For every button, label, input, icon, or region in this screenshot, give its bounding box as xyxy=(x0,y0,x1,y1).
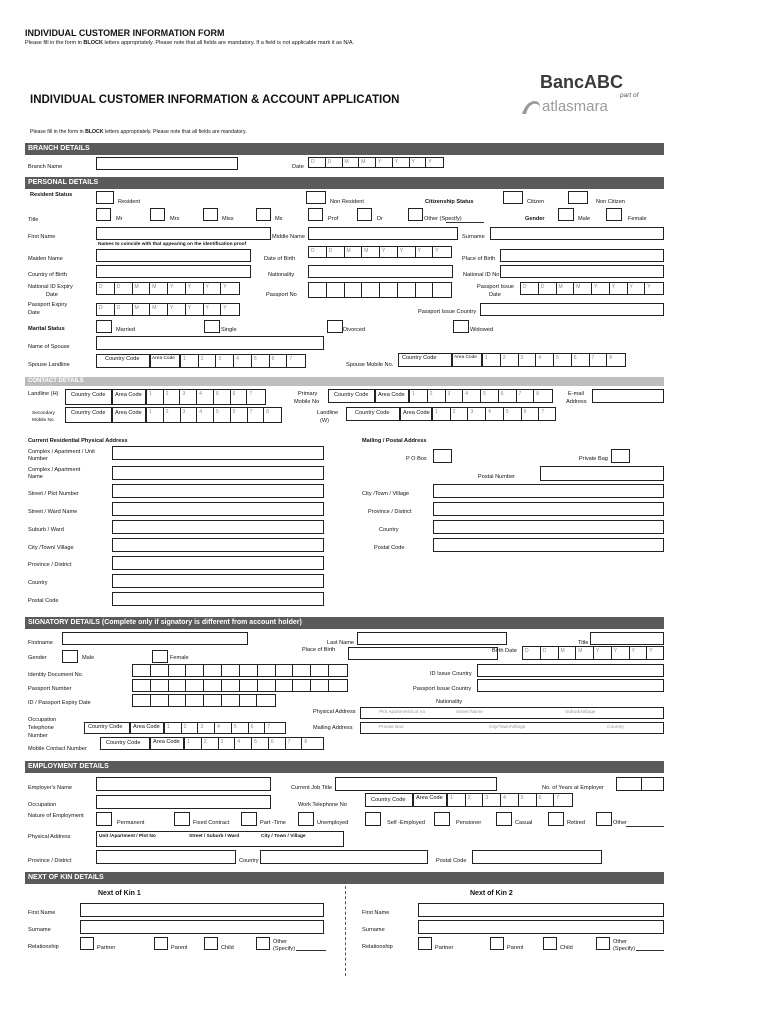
landline-h-label: Landline (H) xyxy=(28,391,59,397)
title-mrs-label: Mrs xyxy=(170,216,180,222)
signatory-occupation-label: Occupation xyxy=(28,717,57,723)
years-at-employer-label: No. of Years at Employer xyxy=(542,785,604,791)
unemployed-checkbox[interactable] xyxy=(298,812,314,826)
part-time-checkbox[interactable] xyxy=(241,812,257,826)
complex-unit-input[interactable] xyxy=(112,446,324,460)
widowed-checkbox[interactable] xyxy=(453,320,469,333)
first-name-input[interactable] xyxy=(96,227,271,240)
casual-label: Casual xyxy=(515,820,533,826)
work-tel-area-code[interactable]: Area Code xyxy=(413,793,447,807)
spouse-landline-area-code[interactable]: Area Code xyxy=(150,354,180,368)
place-of-birth-label: Place of Birth xyxy=(462,256,496,262)
kin1-other-label: Other xyxy=(273,939,287,945)
signatory-birth-date-label: Birth Date xyxy=(492,648,517,654)
signatory-lastname-label: Last Name xyxy=(327,640,355,646)
resident-status-label: Resident Status xyxy=(30,192,73,198)
current-postal-code-label: Postal Code xyxy=(28,598,59,604)
signatory-mailing-address-label: Mailing Address xyxy=(313,725,353,731)
atlas-figure-icon xyxy=(520,98,542,116)
kin2-other-checkbox[interactable] xyxy=(596,937,610,950)
signatory-gender-label: Gender xyxy=(28,655,47,661)
gender-female-label: Female xyxy=(628,216,647,222)
mailing-province-label: Province / District xyxy=(368,509,412,515)
national-id-label: National ID No xyxy=(463,272,500,278)
country-of-birth-input[interactable] xyxy=(96,265,251,278)
landline-h-country-code[interactable]: Country Code xyxy=(65,389,112,405)
citizen-label: Citizen xyxy=(527,199,545,205)
title-dr-checkbox[interactable] xyxy=(357,208,372,221)
secondary-mobile-label-2: Mobile No xyxy=(32,418,54,423)
resident-checkbox[interactable] xyxy=(96,191,114,204)
signatory-mobile-number[interactable]: 1 2 3 4 5 6 7 8 xyxy=(184,737,324,750)
national-id-expiry-label-2: Date xyxy=(46,292,58,298)
signatory-mailing-address-input[interactable]: Private Box City/Town/Village Country xyxy=(360,722,664,734)
national-id-input[interactable] xyxy=(500,265,664,278)
mailing-postal-code-label: Postal Code xyxy=(374,545,405,551)
signatory-telephone-label-2: Number xyxy=(28,733,48,739)
postal-number-input[interactable] xyxy=(540,466,664,481)
married-checkbox[interactable] xyxy=(96,320,112,333)
secondary-mobile-area-code[interactable]: Area Code xyxy=(112,407,146,423)
complex-unit-label: Complex / Apartment / Unit xyxy=(28,449,95,455)
work-telephone-label: Work Telephone No xyxy=(298,802,347,808)
job-title-label: Current Job Title xyxy=(291,785,333,791)
spouse-mobile-number[interactable]: 1 2 3 4 5 6 7 8 xyxy=(482,353,626,367)
complex-name-label: Complex / Apartment xyxy=(28,467,81,473)
kin1-partner-checkbox[interactable] xyxy=(80,937,94,950)
passport-issue-label: Passport Issue xyxy=(477,284,514,290)
street-plot-label: Street / Plot Number xyxy=(28,491,79,497)
fixed-contract-label: Fixed Contract xyxy=(193,820,230,826)
current-province-input[interactable] xyxy=(112,556,324,570)
signatory-expiry-input[interactable] xyxy=(132,694,276,707)
title-prof-label: Prof xyxy=(328,216,339,222)
signatory-title-label: Title xyxy=(578,640,589,646)
application-title: INDIVIDUAL CUSTOMER INFORMATION & ACCOUNT APPLICATION xyxy=(30,94,400,106)
kin1-first-name-input[interactable] xyxy=(80,903,324,917)
title-ms-label: Ms xyxy=(275,216,283,222)
kin1-other-label-2: (Specify) xyxy=(273,946,296,952)
landline-w-area-code[interactable]: Area Code xyxy=(400,407,432,421)
title-mr-checkbox[interactable] xyxy=(96,208,111,221)
private-bag-label: Private Bag xyxy=(579,456,608,462)
spouse-landline-number[interactable]: 1 2 3 4 5 6 7 xyxy=(180,354,306,368)
surname-label: Surname xyxy=(462,234,485,240)
branch-details-header: BRANCH DETAILS xyxy=(25,143,664,155)
signatory-firstname-label: Firstname xyxy=(28,640,53,646)
landline-w-label-2: (W) xyxy=(320,418,330,424)
signatory-mobile-country-code[interactable]: Country Code xyxy=(100,737,150,750)
secondary-mobile-number[interactable]: 1 2 3 4 5 6 7 8 xyxy=(146,407,282,423)
kin2-partner-checkbox[interactable] xyxy=(418,937,432,950)
kin2-heading: Next of Kin 2 xyxy=(470,890,513,897)
signatory-firstname-input[interactable] xyxy=(62,632,248,645)
signatory-passport-issue-country-label: Passport Issue Country xyxy=(413,686,472,692)
employment-province-input[interactable] xyxy=(96,850,236,864)
spouse-mobile-area-code[interactable]: Area Code xyxy=(452,353,482,367)
unemployed-label: Unemployed xyxy=(317,820,349,826)
secondary-mobile-country-code[interactable]: Country Code xyxy=(65,407,112,423)
spouse-mobile-label: Spouse Mobile No. xyxy=(346,362,394,368)
mailing-country-input[interactable] xyxy=(433,520,664,534)
spouse-landline-country-code[interactable]: Country Code xyxy=(96,354,150,368)
employer-name-input[interactable] xyxy=(96,777,271,791)
title-label: Title xyxy=(28,217,39,223)
kin-divider xyxy=(345,886,346,976)
citizenship-status-label: Citizenship Status xyxy=(425,199,474,205)
pensioner-checkbox[interactable] xyxy=(434,812,450,826)
application-instructions: Please fill in the form in BLOCK letters appropriately. Please note that all fields are mandatory. xyxy=(30,129,247,135)
name-of-spouse-label: Name of Spouse xyxy=(28,344,70,350)
logo-group: atlasmara xyxy=(542,98,608,115)
kin1-first-name-label: First Name xyxy=(28,910,56,916)
date-of-birth-input[interactable]: D D M M Y Y Y Y xyxy=(308,246,452,258)
signatory-telephone-number[interactable]: 1 2 3 4 5 6 7 xyxy=(164,722,286,734)
primary-mobile-number[interactable]: 1 2 3 4 5 6 7 8 xyxy=(409,389,553,403)
signatory-birth-date-input[interactable]: D D M M Y Y Y Y xyxy=(522,646,664,660)
landline-w-label: Landline xyxy=(317,410,339,416)
landline-h-area-code[interactable]: Area Code xyxy=(112,389,146,405)
employment-address-input[interactable]: Unit /Apartment / Plot No Street / Suburb / Ward City / Town / Village xyxy=(96,831,344,847)
non-citizen-label: Non Citizen xyxy=(596,199,625,205)
landline-w-number[interactable]: 1 2 3 4 5 6 7 xyxy=(432,407,556,421)
current-city-label: City /Town/ Village xyxy=(28,545,74,551)
kin2-other-line[interactable] xyxy=(636,950,664,951)
kin1-parent-checkbox[interactable] xyxy=(154,937,168,950)
signatory-mobile-area-code[interactable]: Area Code xyxy=(150,737,184,750)
gender-male-label: Male xyxy=(578,216,591,222)
citizen-checkbox[interactable] xyxy=(503,191,523,204)
employment-postal-code-label: Postal Code xyxy=(436,858,467,864)
signatory-lastname-input[interactable] xyxy=(357,632,507,645)
passport-expiry-input[interactable]: D D M M Y Y Y Y xyxy=(96,303,240,316)
casual-checkbox[interactable] xyxy=(496,812,512,826)
kin1-child-checkbox[interactable] xyxy=(204,937,218,950)
employment-country-input[interactable] xyxy=(260,850,428,864)
kin1-partner-label: Partner xyxy=(97,945,116,951)
logo-brand: BancABC xyxy=(540,72,624,92)
marital-status-label: Marital Status xyxy=(28,326,65,332)
signatory-passport-issue-country-input[interactable] xyxy=(477,679,664,692)
primary-mobile-area-code[interactable]: Area Code xyxy=(375,389,409,403)
street-plot-input[interactable] xyxy=(112,484,324,498)
street-ward-input[interactable] xyxy=(112,502,324,516)
mailing-province-input[interactable] xyxy=(433,502,664,516)
kin2-other-label: Other xyxy=(613,939,627,945)
passport-issue-date-input[interactable]: D D M M Y Y Y Y xyxy=(520,282,664,295)
signatory-telephone-label: Telephone xyxy=(28,725,54,731)
kin2-first-name-label: First Name xyxy=(362,910,390,916)
suburb-ward-label: Suburb / Ward xyxy=(28,527,64,533)
signatory-male-checkbox[interactable] xyxy=(62,650,78,663)
single-checkbox[interactable] xyxy=(204,320,220,333)
employment-postal-code-input[interactable] xyxy=(472,850,602,864)
employment-country-label: Country xyxy=(239,858,259,864)
postal-number-label: Postal Number xyxy=(478,474,515,480)
complex-unit-label-2: Number xyxy=(28,456,48,462)
current-city-input[interactable] xyxy=(112,538,324,552)
maiden-name-label: Maiden Name xyxy=(28,256,63,262)
kin1-surname-label: Surname xyxy=(28,927,51,933)
name-of-spouse-input[interactable] xyxy=(96,336,324,350)
maiden-name-input[interactable] xyxy=(96,249,251,262)
kin1-heading: Next of Kin 1 xyxy=(98,890,141,897)
nationality-label: Nationality xyxy=(268,272,295,278)
nature-of-employment-label: Nature of Employment xyxy=(28,813,84,819)
date-input[interactable]: D D M M Y Y Y Y xyxy=(308,157,444,168)
work-tel-number[interactable]: 1 2 3 4 5 6 7 xyxy=(447,793,573,807)
form-title: INDIVIDUAL CUSTOMER INFORMATION FORM xyxy=(25,28,225,38)
title-prof-checkbox[interactable] xyxy=(308,208,323,221)
signatory-mobile-label: Mobile Contact Number xyxy=(28,746,87,752)
current-country-input[interactable] xyxy=(112,574,324,588)
signatory-id-issue-country-label: ID Issue Country xyxy=(430,671,472,677)
current-country-label: Country xyxy=(28,580,48,586)
complex-name-label-2: Name xyxy=(28,474,43,480)
signatory-expiry-label: ID / Passport Expiry Date xyxy=(28,700,91,706)
self-employed-checkbox[interactable] xyxy=(365,812,381,826)
po-box-label: P O Box xyxy=(406,456,427,462)
place-of-birth-input[interactable] xyxy=(500,249,664,262)
primary-mobile-label-2: Mobile No xyxy=(294,399,320,405)
married-label: Married xyxy=(116,327,135,333)
kin1-surname-input[interactable] xyxy=(80,920,324,934)
single-label: Single xyxy=(221,327,237,333)
widowed-label: Widowed xyxy=(470,327,494,333)
part-time-label: Part -Time xyxy=(260,820,286,826)
street-ward-label: Street / Ward Name xyxy=(28,509,78,515)
title-mrs-checkbox[interactable] xyxy=(150,208,165,221)
employment-occupation-input[interactable] xyxy=(96,795,271,809)
form-instructions: Please fill in the form in BLOCK letters appropriately. Please note that all fields are mandatory. If a field is not applicable mark it as N/A. xyxy=(25,40,355,46)
current-postal-code-input[interactable] xyxy=(112,592,324,606)
next-of-kin-header: NEXT OF KIN DETAILS xyxy=(25,872,664,884)
other-employment-label: Other xyxy=(613,820,627,826)
email-label: E-mail xyxy=(568,391,584,397)
contact-details-header: CONTACT DETAILS xyxy=(25,377,664,386)
kin2-surname-label: Surname xyxy=(362,927,385,933)
non-resident-label: Non Resident xyxy=(330,199,364,205)
passport-issue-country-input[interactable] xyxy=(480,303,664,316)
nationality-input[interactable] xyxy=(308,265,453,278)
divorced-checkbox[interactable] xyxy=(327,320,343,333)
private-bag-checkbox[interactable] xyxy=(611,449,630,463)
kin1-parent-label: Parent xyxy=(171,945,188,951)
branch-name-input[interactable] xyxy=(96,157,238,170)
spouse-mobile-country-code[interactable]: Country Code xyxy=(398,353,452,367)
passport-no-label: Passport No xyxy=(266,292,297,298)
signatory-nationality-label: Nationality xyxy=(436,699,463,705)
primary-mobile-label: Primary xyxy=(298,391,318,397)
title-other-checkbox[interactable] xyxy=(408,208,423,221)
suburb-ward-input[interactable] xyxy=(112,520,324,534)
title-miss-checkbox[interactable] xyxy=(203,208,218,221)
title-miss-label: Miss xyxy=(222,216,234,222)
retired-checkbox[interactable] xyxy=(548,812,564,826)
signatory-telephone-country-code[interactable]: Country Code xyxy=(84,722,130,734)
signatory-female-label: Female xyxy=(170,655,189,661)
passport-no-input[interactable] xyxy=(308,282,452,298)
other-employment-line[interactable] xyxy=(626,826,664,827)
complex-name-input[interactable] xyxy=(112,466,324,480)
logo-part-of: part of xyxy=(620,92,639,99)
work-tel-country-code[interactable]: Country Code xyxy=(365,793,413,807)
title-ms-checkbox[interactable] xyxy=(256,208,271,221)
passport-issue-label-2: Date xyxy=(489,292,501,298)
passport-expiry-label-2: Date xyxy=(28,310,40,316)
personal-details-header: PERSONAL DETAILS xyxy=(25,177,664,189)
secondary-mobile-label: Secondary xyxy=(32,411,55,416)
signatory-place-of-birth-label: Place of Birth xyxy=(302,647,336,653)
self-employed-label: Self -Employed xyxy=(387,820,425,826)
kin2-partner-label: Partner xyxy=(435,945,454,951)
landline-h-number[interactable]: 1 2 3 4 5 6 7 xyxy=(146,389,266,405)
kin1-other-checkbox[interactable] xyxy=(256,937,270,950)
employment-province-label: Province / District xyxy=(28,858,72,864)
non-resident-checkbox[interactable] xyxy=(306,191,326,204)
signatory-female-checkbox[interactable] xyxy=(152,650,168,663)
email-input[interactable] xyxy=(592,389,664,403)
signatory-male-label: Male xyxy=(82,655,95,661)
title-other-line[interactable] xyxy=(446,222,484,223)
employment-details-header: EMPLOYMENT DETAILS xyxy=(25,761,664,773)
employer-name-label: Employer's Name xyxy=(28,785,72,791)
kin2-child-checkbox[interactable] xyxy=(543,937,557,950)
signatory-physical-address-label: Physical Address xyxy=(313,709,356,715)
title-other-label: Other (Specify) xyxy=(424,216,462,222)
signatory-passport-number-label: Passport Number xyxy=(28,686,72,692)
kin2-other-label-2: (Specify) xyxy=(613,946,636,952)
landline-w-country-code[interactable]: Country Code xyxy=(346,407,400,421)
signatory-details-header: SIGNATORY DETAILS (Complete only if signatory is different from account holder) xyxy=(25,617,664,629)
kin2-parent-checkbox[interactable] xyxy=(490,937,504,950)
email-label-2: Address xyxy=(566,399,587,405)
signatory-title-input[interactable] xyxy=(590,632,664,645)
passport-issue-country-label: Passport Issue Country xyxy=(418,309,477,315)
bancabc-logo xyxy=(520,72,670,122)
primary-mobile-country-code[interactable]: Country Code xyxy=(328,389,375,403)
first-name-label: First Name xyxy=(28,234,56,240)
signatory-passport-number-input[interactable] xyxy=(132,679,348,692)
current-province-label: Province / District xyxy=(28,562,72,568)
signatory-telephone-area-code[interactable]: Area Code xyxy=(130,722,164,734)
spouse-landline-label: Spouse Landline xyxy=(28,362,70,368)
mailing-country-label: Country xyxy=(379,527,399,533)
resident-label: Resident xyxy=(118,199,141,205)
kin2-parent-label: Parent xyxy=(507,945,524,951)
permanent-label: Permanent xyxy=(117,820,145,826)
branch-name-label: Branch Name xyxy=(28,164,63,170)
title-dr-label: Dr xyxy=(377,216,383,222)
pensioner-label: Pensioner xyxy=(456,820,482,826)
employment-occupation-label: Occupation xyxy=(28,802,57,808)
gender-female-checkbox[interactable] xyxy=(606,208,622,221)
kin1-child-label: Child xyxy=(221,945,234,951)
divorced-label: Divorced xyxy=(343,327,366,333)
current-address-heading: Current Residential Physical Address xyxy=(28,438,128,444)
job-title-input[interactable] xyxy=(335,777,497,791)
employment-address-label: Physical Address xyxy=(28,834,71,840)
permanent-checkbox[interactable] xyxy=(96,812,112,826)
gender-label: Gender xyxy=(525,216,545,222)
date-label: Date xyxy=(292,164,304,170)
mailing-city-label: City /Town / Village xyxy=(362,491,410,497)
kin2-surname-input[interactable] xyxy=(418,920,664,934)
kin1-other-line[interactable] xyxy=(296,950,326,951)
surname-input[interactable] xyxy=(490,227,664,240)
national-id-expiry-input[interactable]: D D M M Y Y Y Y xyxy=(96,282,240,295)
country-of-birth-label: Country of Birth xyxy=(28,272,67,278)
years-at-employer-input[interactable] xyxy=(616,777,664,791)
signatory-place-of-birth-input[interactable] xyxy=(348,647,498,660)
fixed-contract-checkbox[interactable] xyxy=(174,812,190,826)
kin2-first-name-input[interactable] xyxy=(418,903,664,917)
title-mr-label: Mr xyxy=(116,216,123,222)
kin2-child-label: Child xyxy=(560,945,573,951)
mailing-address-heading: Mailing / Postal Address xyxy=(362,438,427,444)
signatory-identity-doc-label: Identity Document No. xyxy=(28,672,84,678)
po-box-checkbox[interactable] xyxy=(433,449,452,463)
kin2-relationship-label: Relationship xyxy=(362,944,393,950)
other-employment-checkbox[interactable] xyxy=(596,812,612,826)
kin1-relationship-label: Relationship xyxy=(28,944,59,950)
middle-name-label: Middle Name xyxy=(272,234,305,240)
middle-name-input[interactable] xyxy=(308,227,458,240)
passport-expiry-label: Passport Expiry xyxy=(28,302,68,308)
national-id-expiry-label: National ID Expiry xyxy=(28,284,73,290)
gender-male-checkbox[interactable] xyxy=(558,208,574,221)
signatory-physical-address-input[interactable]: Plot Apartment/Lot no Street Name Suburb/village xyxy=(360,707,664,719)
non-citizen-checkbox[interactable] xyxy=(568,191,588,204)
signatory-identity-doc-input[interactable] xyxy=(132,664,348,677)
names-note: Names to coincide with that appearing on the identification proof xyxy=(98,242,247,247)
mailing-postal-code-input[interactable] xyxy=(433,538,664,552)
retired-label: Retired xyxy=(567,820,586,826)
mailing-city-input[interactable] xyxy=(433,484,664,498)
date-of-birth-label: Date of Birth xyxy=(264,256,296,262)
signatory-id-issue-country-input[interactable] xyxy=(477,664,664,677)
